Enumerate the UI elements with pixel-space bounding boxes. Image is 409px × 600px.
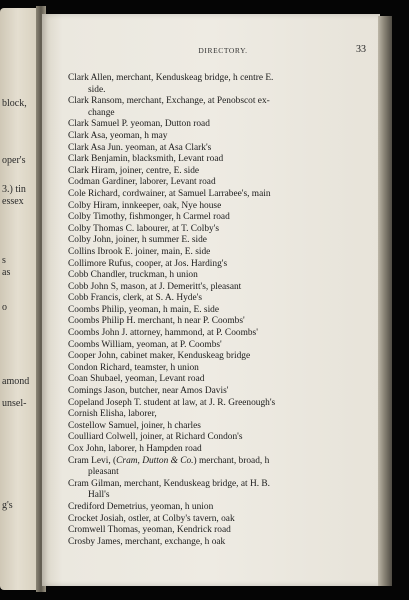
directory-entry xyxy=(68,444,326,456)
entry-text: Coombs John J. attorney, hammond, at P. Coombs' xyxy=(68,328,258,339)
entry-continuation: side. xyxy=(88,84,106,95)
entry-text: Clark Hiram, joiner, centre, E. side xyxy=(68,165,200,176)
entry-text: Cole Richard, cordwainer, at Samuel Larrabee's, main xyxy=(68,188,271,199)
running-title: DIRECTORY. xyxy=(198,46,248,55)
directory-entry xyxy=(68,305,326,317)
entry-text: Colby Thomas C. labourer, at T. Colby's xyxy=(68,223,220,234)
entry-text xyxy=(68,456,269,466)
left-page-fragment: 3.) tin xyxy=(2,184,26,195)
directory-entry xyxy=(68,224,326,236)
entry-text: Clark Benjamin, blacksmith, Levant road xyxy=(68,154,224,165)
entry-text: Colby Timothy, fishmonger, h Carmel road xyxy=(68,212,230,223)
entry-text: Colby Hiram, innkeeper, oak, Nye house xyxy=(68,200,222,211)
left-page-fragment: as xyxy=(2,267,11,278)
entry-text: Cox John, laborer, h Hampden road xyxy=(68,444,202,454)
directory-entry xyxy=(68,189,326,201)
directory-entry xyxy=(68,293,326,305)
entry-text: Cram Gilman, merchant, Kenduskeag bridge, at H. B. xyxy=(68,478,271,489)
page-edge-stack xyxy=(378,16,392,586)
entry-text: Coombs Philip, yeoman, h main, E. side xyxy=(68,304,220,315)
directory-entry xyxy=(68,398,326,410)
entry-text: Collins Ibrook E. joiner, main, E. side xyxy=(68,246,211,257)
directory-entry xyxy=(68,514,326,526)
directory-entry xyxy=(68,131,326,143)
left-page-fragment: o xyxy=(2,302,7,313)
entry-text: Comings Jason, butcher, near Amos Davis' xyxy=(68,386,229,397)
left-page-fragment: essex xyxy=(2,196,24,207)
directory-entry xyxy=(68,73,326,96)
directory-entry xyxy=(68,537,326,549)
directory-entry xyxy=(68,421,326,433)
entry-text: Clark Asa Jun. yeoman, at Asa Clark's xyxy=(68,142,212,153)
directory-entry xyxy=(68,177,326,189)
directory-entry xyxy=(68,340,326,352)
entry-text: Cobb John S, mason, at J. Demeritt's, pleasant xyxy=(68,281,242,292)
entry-text: Clark Samuel P. yeoman, Dutton road xyxy=(68,119,210,130)
entry-text: Cobb Chandler, truckman, h union xyxy=(68,270,198,281)
entry-text: Cromwell Thomas, yeoman, Kendrick road xyxy=(68,525,231,536)
directory-entry xyxy=(68,143,326,155)
entry-continuation: pleasant xyxy=(88,467,119,478)
entry-text: Cooper John, cabinet maker, Kenduskeag bridge xyxy=(68,351,251,362)
entry-text: Crocket Josiah, ostler, at Colby's tavern, oak xyxy=(68,513,235,524)
entry-firm-name: Cram, Dutton & Co. xyxy=(116,455,194,466)
directory-entry xyxy=(68,525,326,537)
entry-text: Cobb Francis, clerk, at S. A. Hyde's xyxy=(68,293,202,304)
entry-text-part: ) merchant, broad, h xyxy=(193,455,270,466)
directory-entry xyxy=(68,374,326,386)
entry-text: Coombs Philip H. merchant, h near P. Coombs' xyxy=(68,316,245,327)
entry-text-part: Cram Levi, ( xyxy=(68,455,117,466)
directory-entry xyxy=(68,363,326,375)
entry-continuation: Hall's xyxy=(88,490,110,501)
left-page-fragment: g's xyxy=(2,500,13,511)
entry-text: Collimore Rufus, cooper, at Jos. Harding's xyxy=(68,258,228,269)
entry-text: Coombs William, yeoman, at P. Coombs' xyxy=(68,339,222,350)
directory-entry xyxy=(68,351,326,363)
entry-text: Crosby James, merchant, exchange, h oak xyxy=(68,536,226,547)
directory-entry xyxy=(68,247,326,259)
entry-text: Clark Ransom, merchant, Exchange, at Penobscot ex- xyxy=(68,96,270,107)
directory-entry xyxy=(68,270,326,282)
left-page-fragment: oper's xyxy=(2,155,26,166)
directory-entry xyxy=(68,456,326,479)
directory-entry xyxy=(68,212,326,224)
directory-entries xyxy=(68,73,326,548)
directory-entry xyxy=(68,201,326,213)
left-page-fragment: block, xyxy=(2,98,27,109)
page-header xyxy=(82,46,364,60)
directory-entry xyxy=(68,259,326,271)
directory-entry xyxy=(68,328,326,340)
entry-text: Copeland Joseph T. student at law, at J. R. Greenough's xyxy=(68,397,276,408)
directory-entry xyxy=(68,386,326,398)
directory-entry xyxy=(68,166,326,178)
directory-entry xyxy=(68,432,326,444)
entry-text: Cornish Elisha, laborer, xyxy=(68,409,157,420)
entry-text: Crediford Demetrius, yeoman, h union xyxy=(68,501,214,512)
directory-entry xyxy=(68,502,326,514)
entry-text: Codman Gardiner, laborer, Levant road xyxy=(68,177,216,188)
left-page-fragment: amond xyxy=(2,376,30,387)
directory-entry xyxy=(68,96,326,119)
entry-text: Condon Richard, teamster, h union xyxy=(68,362,199,373)
entry-text: Colby John, joiner, h summer E. side xyxy=(68,235,207,246)
directory-entry xyxy=(68,282,326,294)
entry-text: Coulliard Colwell, joiner, at Richard Condon's xyxy=(68,432,243,443)
entry-text: Coan Shubael, yeoman, Levant road xyxy=(68,374,205,385)
directory-entry xyxy=(68,479,326,502)
directory-entry xyxy=(68,316,326,328)
left-page-fragment: unsel- xyxy=(2,398,27,409)
entry-continuation: change xyxy=(88,107,115,118)
entry-text: Clark Asa, yeoman, h may xyxy=(68,130,168,141)
directory-entry xyxy=(68,154,326,166)
entry-text: Clark Allen, merchant, Kenduskeag bridge, h centre E. xyxy=(68,73,274,83)
page-number: 33 xyxy=(356,44,366,55)
directory-entry xyxy=(68,119,326,131)
directory-entry xyxy=(68,409,326,421)
left-page-fragment: s xyxy=(2,255,6,266)
directory-entry xyxy=(68,235,326,247)
entry-text: Costellow Samuel, joiner, h charles xyxy=(68,420,201,431)
